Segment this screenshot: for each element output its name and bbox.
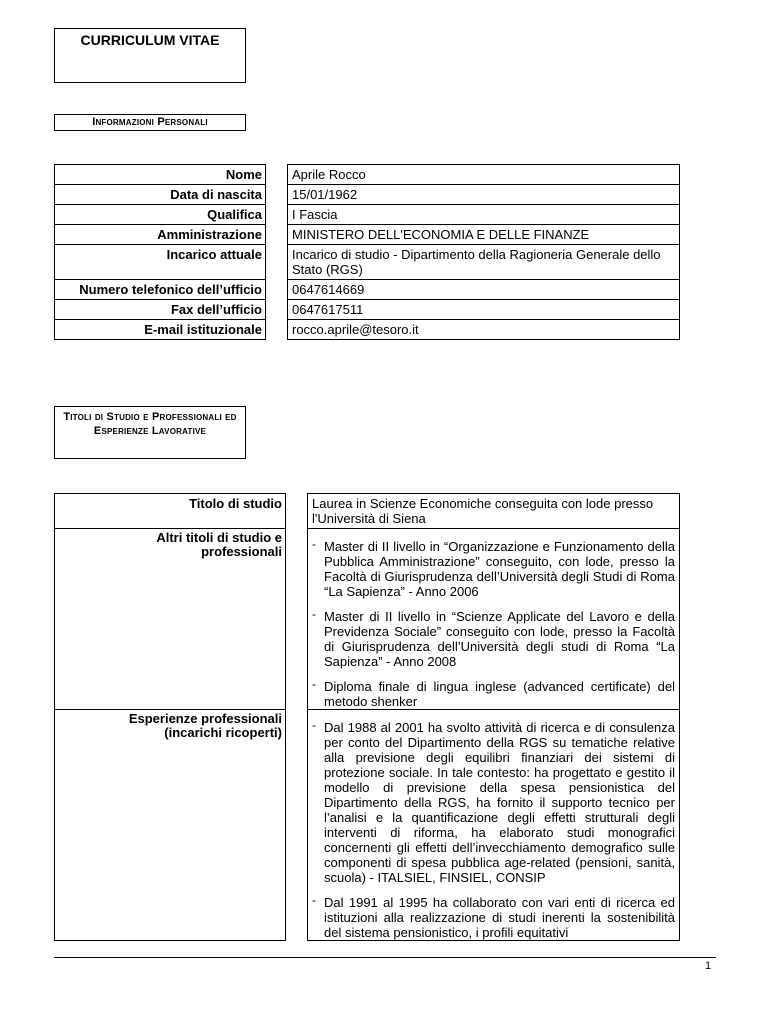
field-value: 0647614669: [288, 280, 680, 300]
field-value: [308, 529, 680, 710]
table-row: [55, 280, 680, 300]
list-item: - Master di II livello in “Organizzazione e Funzionamento della Pubblica Amministrazione” conseguito, con lode, presso la Facoltà di Giurisprudenza dell’Università degli Studi di Roma “La Sapienza” - Anno 2006: [312, 537, 675, 599]
personal-info-table: [54, 164, 680, 340]
table-row: [55, 320, 680, 340]
table-row: [55, 225, 680, 245]
cv-title-box: [54, 28, 246, 83]
table-row: [55, 529, 680, 710]
field-label: Fax dell’ufficio: [55, 300, 266, 320]
table-row: [55, 245, 680, 280]
cv-title: CURRICULUM VITAE: [80, 32, 220, 48]
field-label: Esperienze professionali (incarichi ricoperti): [55, 710, 286, 941]
altri-titoli-list: [312, 539, 675, 709]
footer-divider: [54, 957, 716, 958]
field-value: 0647617511: [288, 300, 680, 320]
field-value: [308, 710, 680, 941]
table-row: [55, 710, 680, 941]
table-row: [55, 494, 680, 529]
table-row: [55, 205, 680, 225]
list-item: - Dal 1991 al 1995 ha collaborato con vari enti di ricerca ed istituzioni alla realizzazione di studi inerenti la sostenibilità del sistema pensionistico, i profili equitativi: [312, 893, 675, 940]
list-item: - Diploma finale di lingua inglese (advanced certificate) del metodo shenker: [312, 677, 675, 709]
section-heading-personal: Informazioni Personali: [54, 114, 246, 131]
field-label: Data di nascita: [55, 185, 266, 205]
field-label: Qualifica: [55, 205, 266, 225]
table-row: [55, 185, 680, 205]
field-value: I Fascia: [288, 205, 680, 225]
field-label: Amministrazione: [55, 225, 266, 245]
titles-table: [54, 493, 680, 941]
field-label: Numero telefonico dell’ufficio: [55, 280, 266, 300]
field-value: Incarico di studio - Dipartimento della Ragioneria Generale dello Stato (RGS): [288, 245, 680, 280]
field-label: E-mail istituzionale: [55, 320, 266, 340]
field-label: Titolo di studio: [55, 494, 286, 529]
field-value: rocco.aprile@tesoro.it: [288, 320, 680, 340]
field-value: 15/01/1962: [288, 185, 680, 205]
table-row: [55, 165, 680, 185]
esperienze-list: [312, 720, 675, 940]
field-label: Altri titoli di studio e professionali: [55, 529, 286, 710]
field-value: Aprile Rocco: [288, 165, 680, 185]
table-row: [55, 300, 680, 320]
field-label: Incarico attuale: [55, 245, 266, 280]
field-label: Nome: [55, 165, 266, 185]
list-item: - Master di II livello in “Scienze Applicate del Lavoro e della Previdenza Sociale” conseguito con lode, presso la Facoltà di Giurisprudenza dell’Università degli studi di Roma “La Sapienza” - Anno 2008: [312, 607, 675, 669]
list-item: - Dal 1988 al 2001 ha svolto attività di ricerca e di consulenza per conto del Dipartimento della RGS su tematiche relative alla previsione degli equilibri finanziari dei sistemi di protezione sociale. In tale contesto: ha progettato e gestito il modello di previsione della spesa pensionistica del Dipartimento della RGS, ha fornito il supporto tecnico per l’analisi e la quantificazione degli effetti strutturali degli interventi di riforma, ha elaborato studi monografici concernenti gli effetti dell’invecchiamento demografico sulle componenti di spesa pubblica age-related (pensioni, sanità, scuola) - ITALSIEL, FINSIEL, CONSIP: [312, 718, 675, 885]
field-value: Laurea in Scienze Economiche conseguita con lode presso l'Università di Siena: [308, 494, 680, 529]
page-number: 1: [705, 960, 712, 972]
field-value: MINISTERO DELL'ECONOMIA E DELLE FINANZE: [288, 225, 680, 245]
section-heading-titles: Titoli di Studio e Professionali ed Esperienze Lavorative: [54, 406, 246, 459]
